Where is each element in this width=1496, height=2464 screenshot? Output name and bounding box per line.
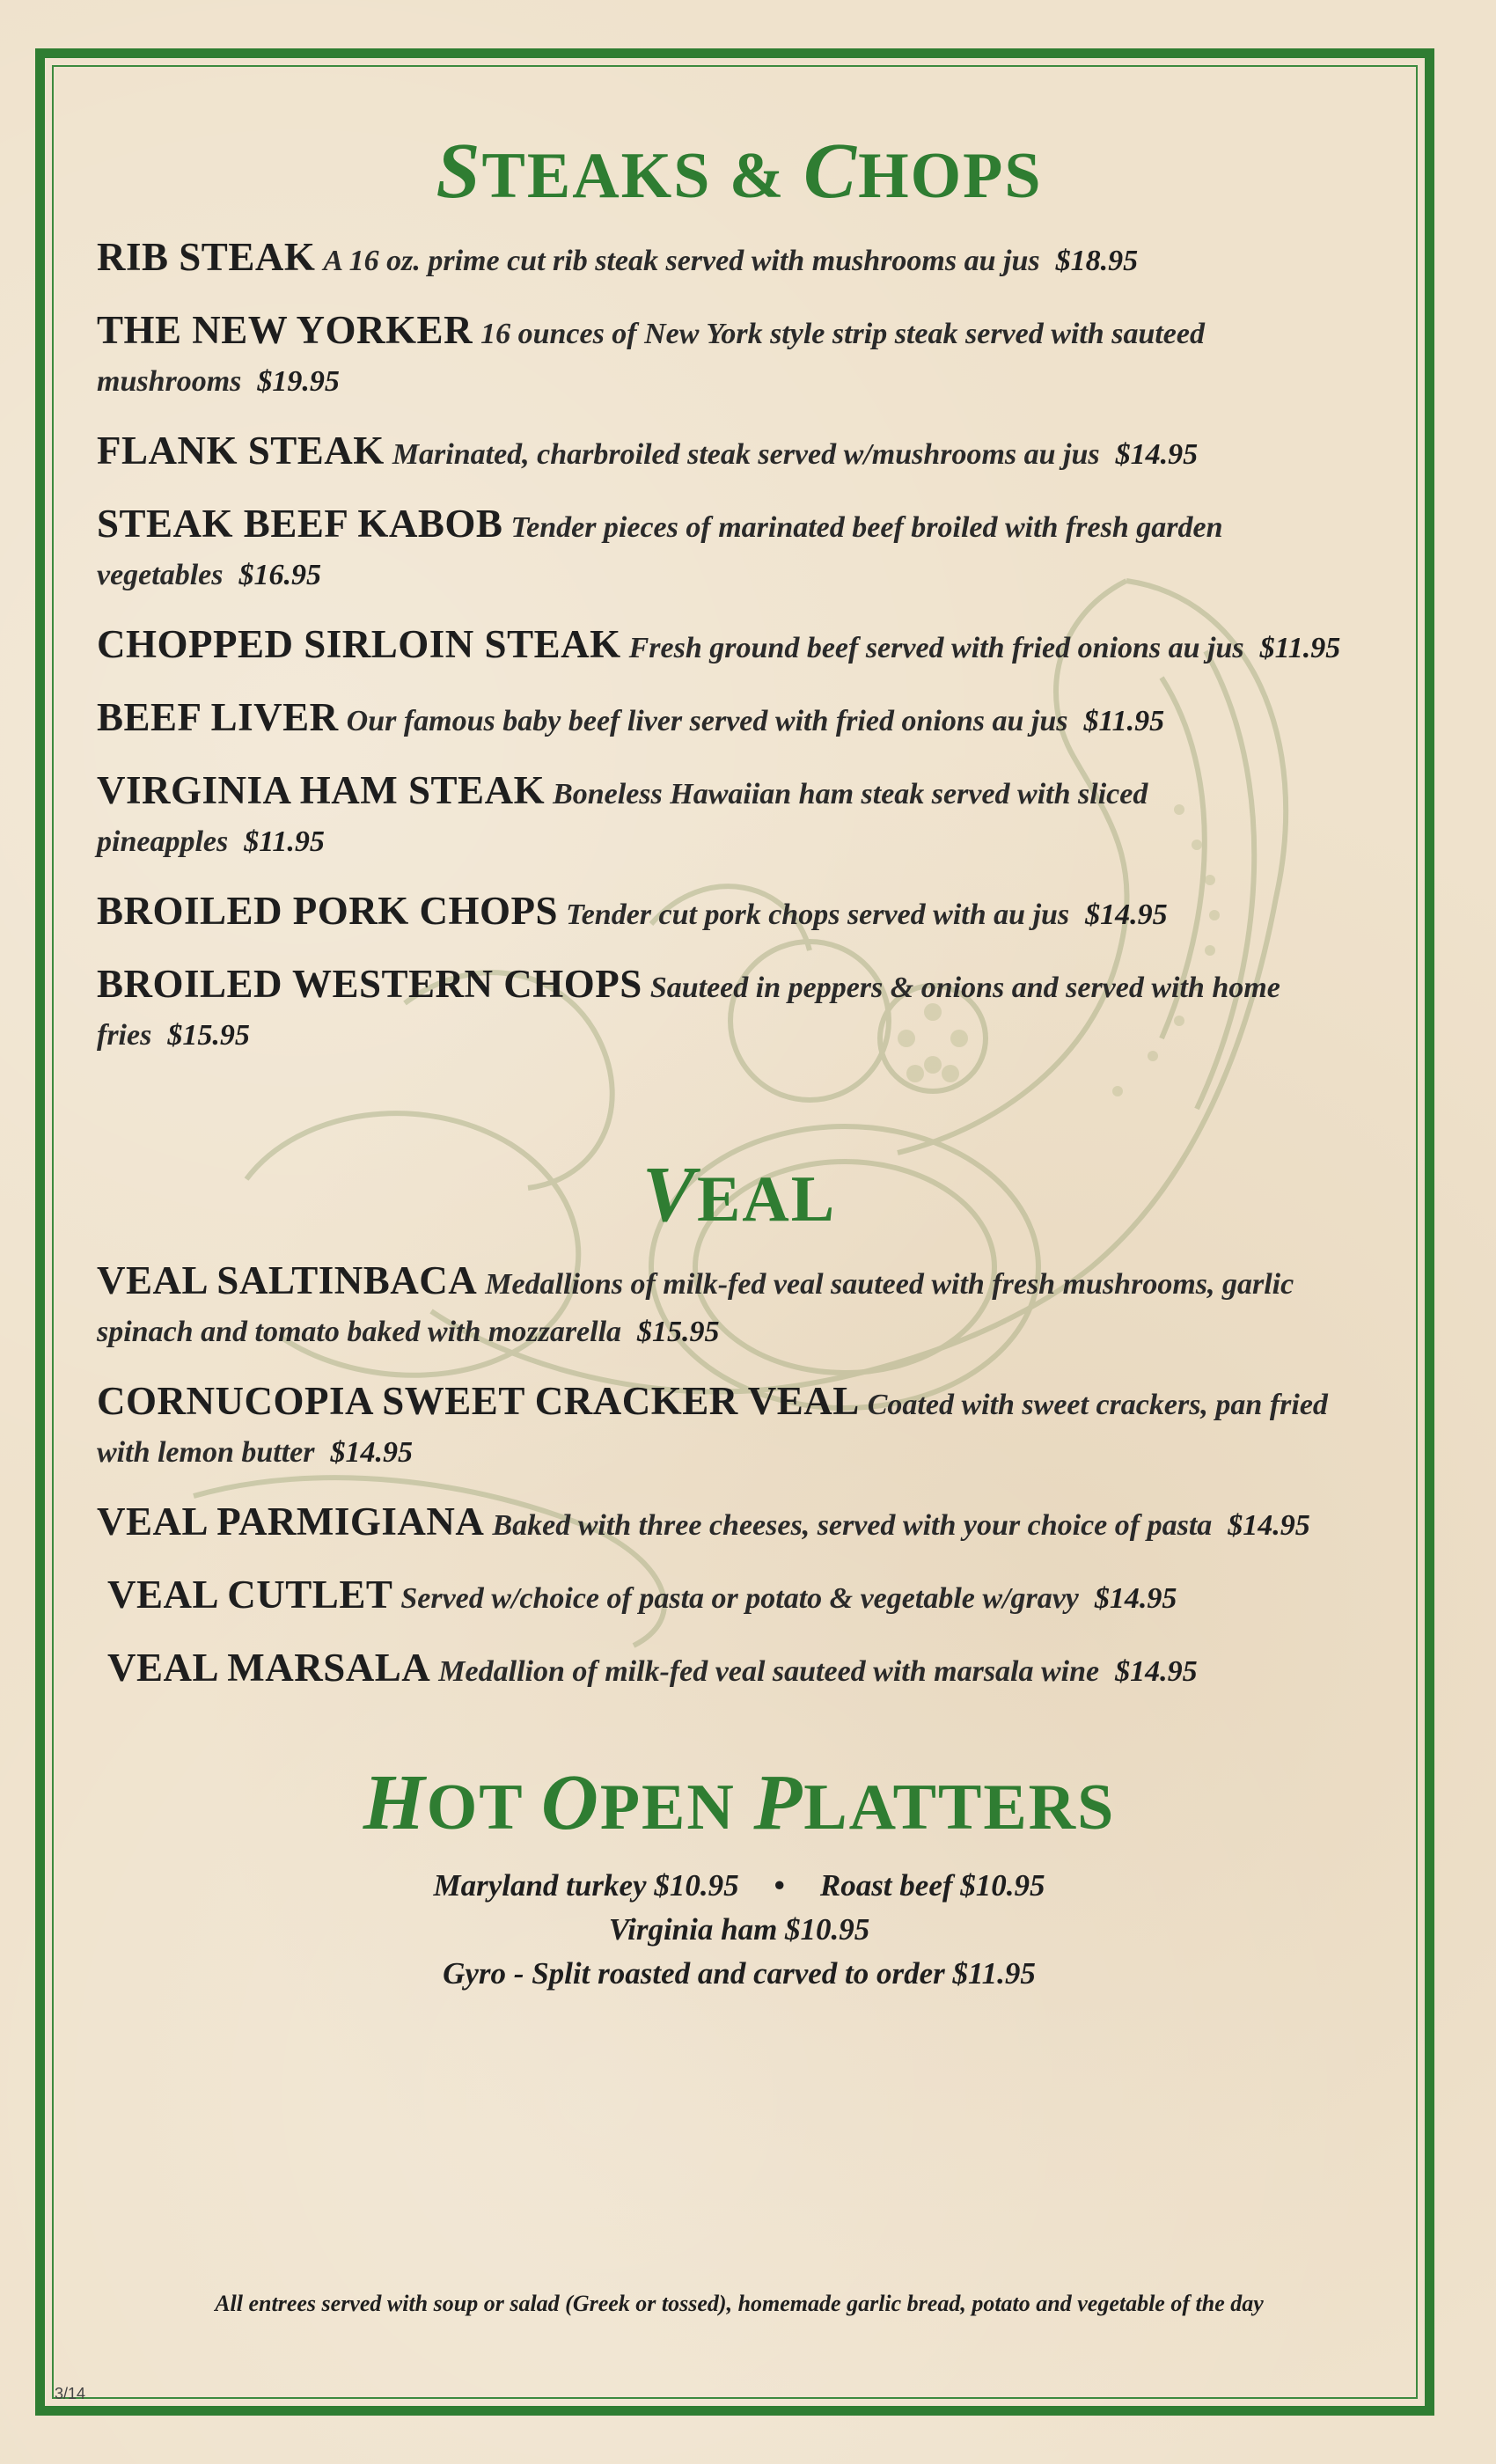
item-description: Boneless Hawaiian ham steak served with sliced pineapples (97, 778, 1148, 858)
item-price: $15.95 (167, 1019, 250, 1052)
item-description: Marinated, charbroiled steak served w/mushrooms au jus (392, 438, 1100, 471)
item-name: THE NEW YORKER (97, 308, 473, 352)
item-price: $14.95 (330, 1436, 413, 1469)
title-word: HOPS (858, 140, 1043, 212)
item-name: BEEF LIVER (97, 695, 339, 739)
item-description: Baked with three cheeses, served with your choice of pasta (492, 1509, 1213, 1542)
menu-item (97, 767, 1382, 865)
item-price: $11.95 (1083, 705, 1165, 737)
title-initial: P (753, 1759, 804, 1846)
title-ampersand: & (729, 140, 786, 212)
item-description: Sauteed in peppers & onions and served with home fries (97, 972, 1280, 1052)
item-price: $11.95 (1259, 632, 1341, 664)
item-name: VEAL SALTINBACA (97, 1258, 478, 1302)
title-word: PEN (599, 1771, 736, 1844)
title-initial: S (436, 128, 482, 215)
item-price: $14.95 (1115, 1655, 1198, 1688)
item-name: BROILED WESTERN CHOPS (97, 962, 642, 1006)
platter-item: Roast beef $10.95 (819, 1868, 1045, 1903)
item-description: Served w/choice of pasta or potato & vegetable w/gravy (400, 1582, 1079, 1615)
platter-item: Virginia ham $10.95 (608, 1912, 870, 1947)
menu-item (97, 694, 1382, 744)
title-initial: H (363, 1759, 427, 1846)
item-name: STEAK BEEF KABOB (97, 502, 503, 546)
item-name: VEAL PARMIGIANA (97, 1500, 485, 1544)
menu-item (97, 1572, 1382, 1622)
item-name: RIB STEAK (97, 235, 316, 279)
platter-item: Maryland turkey $10.95 (433, 1868, 739, 1903)
print-code: 3/14 (55, 2385, 86, 2402)
item-description: Tender cut pork chops served with au jus (566, 898, 1070, 931)
platters-line (97, 1864, 1382, 1908)
section-title-veal (97, 1151, 1382, 1238)
menu-item (97, 1378, 1382, 1476)
item-price: $14.95 (1115, 438, 1199, 471)
title-word: TEAKS (481, 140, 712, 212)
item-price: $18.95 (1055, 245, 1139, 277)
menu-item (97, 1499, 1382, 1549)
footer-note: All entrees served with soup or salad (Greek or tossed), homemade garlic bread, potato and vegetable of the day (215, 2291, 1264, 2316)
menu-item (97, 307, 1382, 405)
item-name: BROILED PORK CHOPS (97, 889, 559, 933)
item-name: CHOPPED SIRLOIN STEAK (97, 622, 621, 666)
item-description: Fresh ground beef served with fried onions au jus (628, 632, 1244, 664)
menu-item (97, 234, 1382, 284)
menu-content (97, 114, 1382, 1996)
item-description: Tender pieces of marinated beef broiled with fresh garden vegetables (97, 511, 1223, 591)
item-description: Our famous baby beef liver served with fried onions au jus (346, 705, 1068, 737)
menu-item (97, 501, 1382, 598)
menu-item (97, 428, 1382, 478)
menu-item (97, 1258, 1382, 1355)
item-name: CORNUCOPIA SWEET CRACKER VEAL (97, 1379, 860, 1423)
bullet-separator: • (774, 1868, 785, 1903)
item-price: $16.95 (238, 559, 321, 591)
item-price: $11.95 (244, 825, 325, 858)
section-title-hot-open-platters (97, 1759, 1382, 1846)
item-description: 16 ounces of New York style strip steak served with sauteed mushrooms (97, 318, 1205, 398)
item-name: FLANK STEAK (97, 429, 385, 473)
menu-item (97, 1645, 1382, 1695)
steaks-list (97, 234, 1382, 1059)
item-description: Medallion of milk-fed veal sauteed with marsala wine (438, 1655, 1100, 1688)
platter-item: Gyro - Split roasted and carved to order $11.95 (443, 1956, 1036, 1991)
section-title-steaks-chops (97, 128, 1382, 215)
item-name: VEAL MARSALA (107, 1646, 431, 1690)
item-price: $15.95 (637, 1316, 720, 1348)
title-initial: O (540, 1759, 600, 1846)
item-description: A 16 oz. prime cut rib steak served with mushrooms au jus (323, 245, 1040, 277)
platters-list (97, 1864, 1382, 1996)
item-description: Medallions of milk-fed veal sauteed with fresh mushrooms, garlic spinach and tomato baked with mozzarella (97, 1268, 1294, 1348)
title-word: OT (426, 1771, 524, 1844)
item-price: $19.95 (257, 365, 340, 398)
item-price: $14.95 (1085, 898, 1168, 931)
menu-item (97, 621, 1382, 671)
menu-item (97, 961, 1382, 1059)
title-initial: C (803, 128, 859, 215)
item-price: $14.95 (1094, 1582, 1177, 1615)
veal-list (97, 1258, 1382, 1695)
title-word: EAL (696, 1163, 837, 1236)
title-initial: V (642, 1151, 697, 1238)
item-name: VEAL CUTLET (107, 1573, 393, 1617)
item-name: VIRGINIA HAM STEAK (97, 768, 546, 812)
title-word: LATTERS (803, 1771, 1116, 1844)
item-price: $14.95 (1228, 1509, 1310, 1542)
menu-item (97, 888, 1382, 938)
item-description: Coated with sweet crackers, pan fried with lemon butter (97, 1389, 1328, 1469)
